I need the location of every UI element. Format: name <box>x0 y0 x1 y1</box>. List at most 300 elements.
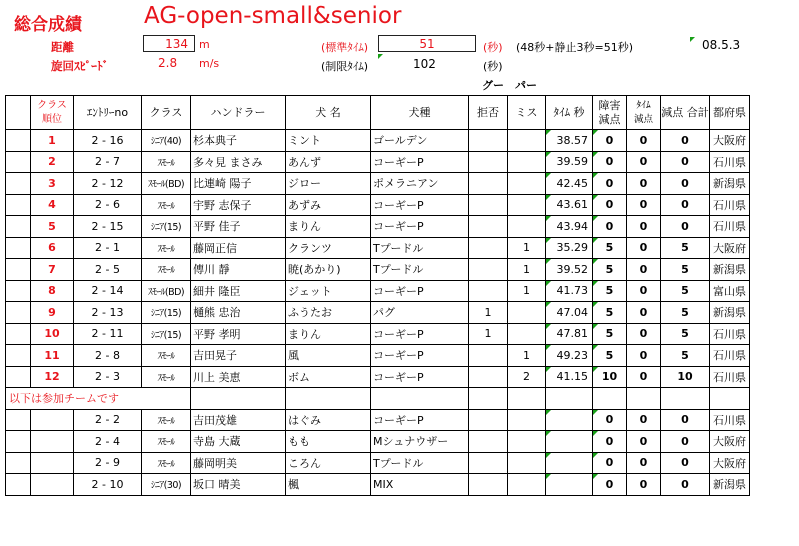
cell-comment-marker <box>546 195 551 200</box>
header-dog-name: 犬 名 <box>286 96 371 130</box>
header-class: クラス <box>142 96 191 130</box>
time-penalty-cell: 0 <box>627 151 661 173</box>
refusal-cell <box>469 151 508 173</box>
obstacle-penalty-cell: 0 <box>593 173 627 195</box>
total-penalty-cell: 5 <box>661 302 710 324</box>
rank-cell: 6 <box>31 237 74 259</box>
row-blank <box>6 302 31 324</box>
header-rank: クラス 順位 <box>31 96 74 130</box>
total-penalty-cell: 10 <box>661 366 710 388</box>
rank-cell: 10 <box>31 323 74 345</box>
prefecture-cell: 新潟県 <box>710 173 750 195</box>
time-penalty-cell: 0 <box>627 323 661 345</box>
row-blank <box>6 345 31 367</box>
cell-comment-marker <box>593 324 598 329</box>
time-cell: 49.23 <box>546 345 593 367</box>
class-cell: ｽﾓｰﾙ <box>142 237 191 259</box>
total-penalty-cell: 0 <box>661 452 710 474</box>
prefecture-cell: 大阪府 <box>710 130 750 152</box>
prefecture-cell: 石川県 <box>710 323 750 345</box>
table-row <box>6 216 750 238</box>
std-time-value: 51 <box>378 35 476 52</box>
dog-name-cell: あんず <box>286 151 371 173</box>
rank-cell: 4 <box>31 194 74 216</box>
breed-cell: Tプードル <box>371 237 469 259</box>
table-row <box>6 409 750 431</box>
header-handler: ハンドラー <box>191 96 286 130</box>
header-entry-no: ｴﾝﾄﾘｰno <box>74 96 142 130</box>
class-cell: ｽﾓｰﾙ(BD) <box>142 280 191 302</box>
handler-cell: 傳川 靜 <box>191 259 286 281</box>
class-cell: ｼﾆｱ(15) <box>142 302 191 324</box>
miss-cell: 1 <box>508 280 546 302</box>
time-penalty-cell: 0 <box>627 216 661 238</box>
time-penalty-cell: 0 <box>627 194 661 216</box>
cell-comment-marker <box>593 453 598 458</box>
entry-cell: 2 - 11 <box>74 323 142 345</box>
participants-note: 以下は参加チームです <box>6 388 191 410</box>
refusal-cell <box>469 345 508 367</box>
rank-cell: 1 <box>31 130 74 152</box>
prefecture-cell: 新潟県 <box>710 474 750 496</box>
group-label: グー パー <box>482 79 537 92</box>
miss-cell <box>508 323 546 345</box>
time-cell: 39.59 <box>546 151 593 173</box>
entry-cell: 2 - 6 <box>74 194 142 216</box>
refusal-cell <box>469 259 508 281</box>
header-total-penalty: 減点 合計 <box>661 96 710 130</box>
row-blank <box>6 474 31 496</box>
rank-cell: 8 <box>31 280 74 302</box>
refusal-cell <box>469 452 508 474</box>
class-cell: ｽﾓｰﾙ <box>142 431 191 453</box>
table-row <box>6 302 750 324</box>
dog-name-cell: もも <box>286 431 371 453</box>
header-blank <box>6 96 31 130</box>
table-row <box>6 259 750 281</box>
entry-cell: 2 - 5 <box>74 259 142 281</box>
obstacle-penalty-cell: 5 <box>593 302 627 324</box>
row-blank <box>6 366 31 388</box>
obstacle-penalty-cell: 5 <box>593 345 627 367</box>
time-cell: 47.81 <box>546 323 593 345</box>
entry-cell: 2 - 14 <box>74 280 142 302</box>
time-cell <box>546 474 593 496</box>
handler-cell: 平野 佳子 <box>191 216 286 238</box>
prefecture-cell: 新潟県 <box>710 302 750 324</box>
entry-cell: 2 - 9 <box>74 452 142 474</box>
row-blank <box>6 431 31 453</box>
obstacle-penalty-cell: 0 <box>593 474 627 496</box>
dog-name-cell: ミント <box>286 130 371 152</box>
distance-value: 134 <box>143 35 195 52</box>
rank-cell: 5 <box>31 216 74 238</box>
entry-cell: 2 - 12 <box>74 173 142 195</box>
cell-comment-marker <box>546 302 551 307</box>
obstacle-penalty-cell: 5 <box>593 280 627 302</box>
cell-comment-marker <box>593 367 598 372</box>
std-time-label: (標準ﾀｲﾑ) <box>321 41 369 54</box>
cell-comment-marker <box>690 37 695 42</box>
prefecture-cell: 石川県 <box>710 194 750 216</box>
class-cell: ｽﾓｰﾙ <box>142 345 191 367</box>
cell-comment-marker <box>546 324 551 329</box>
note-row-cell <box>286 388 371 410</box>
breed-cell: パグ <box>371 302 469 324</box>
breed-cell: コーギーP <box>371 194 469 216</box>
handler-cell: 樋熊 忠治 <box>191 302 286 324</box>
obstacle-penalty-cell: 5 <box>593 323 627 345</box>
miss-cell <box>508 130 546 152</box>
dog-name-cell: あずみ <box>286 194 371 216</box>
total-penalty-cell: 0 <box>661 130 710 152</box>
note-row-cell <box>546 388 593 410</box>
handler-cell: 杉本典子 <box>191 130 286 152</box>
prefecture-cell: 大阪府 <box>710 237 750 259</box>
breed-cell: コーギーP <box>371 345 469 367</box>
cell-comment-marker <box>546 130 551 135</box>
table-row <box>6 194 750 216</box>
distance-label: 距離 <box>51 40 74 54</box>
miss-cell <box>508 474 546 496</box>
breed-cell: コーギーP <box>371 409 469 431</box>
time-penalty-cell: 0 <box>627 259 661 281</box>
table-row <box>6 237 750 259</box>
obstacle-penalty-cell: 0 <box>593 216 627 238</box>
entry-cell: 2 - 8 <box>74 345 142 367</box>
row-blank <box>6 216 31 238</box>
cell-comment-marker <box>593 130 598 135</box>
miss-cell <box>508 173 546 195</box>
obstacle-penalty-cell: 5 <box>593 237 627 259</box>
handler-cell: 吉田晃子 <box>191 345 286 367</box>
prefecture-cell: 石川県 <box>710 409 750 431</box>
page-title: 総合成績 <box>14 15 82 35</box>
std-time-unit: (秒) <box>483 41 503 54</box>
miss-cell: 1 <box>508 259 546 281</box>
breed-cell: Mシュナウザー <box>371 431 469 453</box>
entry-cell: 2 - 7 <box>74 151 142 173</box>
miss-cell <box>508 431 546 453</box>
refusal-cell: 1 <box>469 323 508 345</box>
handler-cell: 平野 孝明 <box>191 323 286 345</box>
time-penalty-cell: 0 <box>627 366 661 388</box>
cell-comment-marker <box>593 345 598 350</box>
time-cell: 43.94 <box>546 216 593 238</box>
total-penalty-cell: 0 <box>661 431 710 453</box>
total-penalty-cell: 0 <box>661 409 710 431</box>
cell-comment-marker <box>546 345 551 350</box>
time-penalty-cell: 0 <box>627 409 661 431</box>
cell-comment-marker <box>593 216 598 221</box>
speed-unit: m/s <box>199 57 220 70</box>
table-row <box>6 431 750 453</box>
class-cell: ｽﾓｰﾙ <box>142 452 191 474</box>
time-cell: 42.45 <box>546 173 593 195</box>
time-cell: 41.15 <box>546 366 593 388</box>
table-row <box>6 474 750 496</box>
dog-name-cell: クランツ <box>286 237 371 259</box>
breed-cell: ポメラニアン <box>371 173 469 195</box>
table-row <box>6 452 750 474</box>
limit-time-label: (制限ﾀｲﾑ) <box>321 60 369 73</box>
row-blank <box>6 259 31 281</box>
cell-comment-marker <box>546 259 551 264</box>
note-row-cell <box>627 388 661 410</box>
cell-comment-marker <box>546 173 551 178</box>
dog-name-cell: はぐみ <box>286 409 371 431</box>
time-penalty-cell: 0 <box>627 345 661 367</box>
class-cell: ｽﾓｰﾙ <box>142 409 191 431</box>
class-cell: ｽﾓｰﾙ <box>142 259 191 281</box>
cell-comment-marker <box>546 474 551 479</box>
miss-cell <box>508 409 546 431</box>
total-penalty-cell: 5 <box>661 237 710 259</box>
cell-comment-marker <box>593 410 598 415</box>
handler-cell: 川上 美恵 <box>191 366 286 388</box>
note-row-cell <box>371 388 469 410</box>
dog-name-cell: 風 <box>286 345 371 367</box>
note-row-cell <box>508 388 546 410</box>
prefecture-cell: 石川県 <box>710 151 750 173</box>
handler-cell: 坂口 晴美 <box>191 474 286 496</box>
row-blank <box>6 323 31 345</box>
rank-cell <box>31 474 74 496</box>
table-row <box>6 151 750 173</box>
note-row-cell <box>661 388 710 410</box>
row-blank <box>6 409 31 431</box>
obstacle-penalty-cell: 5 <box>593 259 627 281</box>
prefecture-cell: 石川県 <box>710 366 750 388</box>
miss-cell <box>508 216 546 238</box>
refusal-cell <box>469 216 508 238</box>
dog-name-cell: ふうたお <box>286 302 371 324</box>
handler-cell: 藤岡明美 <box>191 452 286 474</box>
std-time-note: (48秒+静止3秒=51秒) <box>516 41 634 54</box>
time-cell <box>546 452 593 474</box>
refusal-cell <box>469 194 508 216</box>
prefecture-cell: 大阪府 <box>710 431 750 453</box>
rank-cell: 9 <box>31 302 74 324</box>
prefecture-cell: 富山県 <box>710 280 750 302</box>
cell-comment-marker <box>546 453 551 458</box>
header-obstacle-penalty: 障害 減点 <box>593 96 627 130</box>
time-cell: 41.73 <box>546 280 593 302</box>
obstacle-penalty-cell: 0 <box>593 431 627 453</box>
entry-cell: 2 - 3 <box>74 366 142 388</box>
cell-comment-marker <box>546 281 551 286</box>
prefecture-cell: 石川県 <box>710 345 750 367</box>
obstacle-penalty-cell: 0 <box>593 130 627 152</box>
obstacle-penalty-cell: 10 <box>593 366 627 388</box>
header-breed: 犬種 <box>371 96 469 130</box>
cell-comment-marker <box>546 431 551 436</box>
total-penalty-cell: 0 <box>661 151 710 173</box>
handler-cell: 藤岡正信 <box>191 237 286 259</box>
miss-cell <box>508 194 546 216</box>
header-miss: ミス <box>508 96 546 130</box>
entry-cell: 2 - 15 <box>74 216 142 238</box>
breed-cell: ゴールデン <box>371 130 469 152</box>
row-blank <box>6 130 31 152</box>
refusal-cell <box>469 130 508 152</box>
entry-cell: 2 - 4 <box>74 431 142 453</box>
breed-cell: コーギーP <box>371 323 469 345</box>
speed-label: 旋回ｽﾋﾟｰﾄﾞ <box>51 59 109 73</box>
handler-cell: 宇野 志保子 <box>191 194 286 216</box>
time-penalty-cell: 0 <box>627 280 661 302</box>
class-cell: ｽﾓｰﾙ(BD) <box>142 173 191 195</box>
refusal-cell <box>469 280 508 302</box>
rank-cell <box>31 431 74 453</box>
note-row-cell <box>469 388 508 410</box>
total-penalty-cell: 0 <box>661 194 710 216</box>
row-blank <box>6 280 31 302</box>
results-table <box>5 95 750 496</box>
breed-cell: MIX <box>371 474 469 496</box>
time-penalty-cell: 0 <box>627 431 661 453</box>
prefecture-cell: 新潟県 <box>710 259 750 281</box>
obstacle-penalty-cell: 0 <box>593 194 627 216</box>
handler-cell: 多々見 まさみ <box>191 151 286 173</box>
total-penalty-cell: 0 <box>661 216 710 238</box>
row-blank <box>6 173 31 195</box>
cell-comment-marker <box>546 152 551 157</box>
class-cell: ｼﾆｱ(30) <box>142 474 191 496</box>
table-row <box>6 173 750 195</box>
miss-cell <box>508 151 546 173</box>
cell-comment-marker <box>593 173 598 178</box>
table-row <box>6 280 750 302</box>
cell-comment-marker <box>546 238 551 243</box>
refusal-cell <box>469 431 508 453</box>
refusal-cell: 1 <box>469 302 508 324</box>
rank-cell: 3 <box>31 173 74 195</box>
entry-cell: 2 - 1 <box>74 237 142 259</box>
entry-cell: 2 - 16 <box>74 130 142 152</box>
header-refusal: 拒否 <box>469 96 508 130</box>
table-row <box>6 345 750 367</box>
class-cell: ｽﾓｰﾙ <box>142 366 191 388</box>
rank-cell <box>31 409 74 431</box>
refusal-cell <box>469 474 508 496</box>
table-row <box>6 366 750 388</box>
time-cell: 39.52 <box>546 259 593 281</box>
cell-comment-marker <box>546 410 551 415</box>
class-cell: ｼﾆｱ(15) <box>142 323 191 345</box>
note-row <box>6 388 750 410</box>
dog-name-cell: ころん <box>286 452 371 474</box>
header-prefecture: 都府県 <box>710 96 750 130</box>
breed-cell: コーギーP <box>371 280 469 302</box>
refusal-cell <box>469 366 508 388</box>
dog-name-cell: ジェット <box>286 280 371 302</box>
refusal-cell <box>469 173 508 195</box>
time-penalty-cell: 0 <box>627 130 661 152</box>
note-row-cell <box>593 388 627 410</box>
dog-name-cell: 楓 <box>286 474 371 496</box>
total-penalty-cell: 5 <box>661 345 710 367</box>
breed-cell: コーギーP <box>371 366 469 388</box>
rank-cell: 11 <box>31 345 74 367</box>
speed-value: 2.8 <box>158 56 178 70</box>
cell-comment-marker <box>378 54 383 59</box>
note-row-cell <box>191 388 286 410</box>
limit-time-unit: (秒) <box>483 60 503 73</box>
table-row <box>6 323 750 345</box>
miss-cell <box>508 302 546 324</box>
header-time-penalty: ﾀｲﾑ 減点 <box>627 96 661 130</box>
handler-cell: 寺島 大蔵 <box>191 431 286 453</box>
rank-cell: 2 <box>31 151 74 173</box>
time-cell <box>546 431 593 453</box>
event-title: AG-open-small&senior <box>144 3 402 29</box>
total-penalty-cell: 5 <box>661 280 710 302</box>
date: 08.5.3 <box>702 38 741 52</box>
refusal-cell <box>469 409 508 431</box>
time-cell: 43.61 <box>546 194 593 216</box>
breed-cell: コーギーP <box>371 216 469 238</box>
time-cell: 35.29 <box>546 237 593 259</box>
handler-cell: 比連崎 陽子 <box>191 173 286 195</box>
class-cell: ｼﾆｱ(15) <box>142 216 191 238</box>
entry-cell: 2 - 13 <box>74 302 142 324</box>
row-blank <box>6 194 31 216</box>
entry-cell: 2 - 2 <box>74 409 142 431</box>
row-blank <box>6 151 31 173</box>
time-penalty-cell: 0 <box>627 173 661 195</box>
cell-comment-marker <box>593 238 598 243</box>
distance-unit: m <box>199 38 210 51</box>
header-time: ﾀｲﾑ 秒 <box>546 96 593 130</box>
note-row-cell <box>710 388 750 410</box>
prefecture-cell: 石川県 <box>710 216 750 238</box>
obstacle-penalty-cell: 0 <box>593 151 627 173</box>
refusal-cell <box>469 237 508 259</box>
breed-cell: Tプードル <box>371 259 469 281</box>
cell-comment-marker <box>593 195 598 200</box>
miss-cell: 1 <box>508 345 546 367</box>
handler-cell: 細井 隆臣 <box>191 280 286 302</box>
dog-name-cell: まりん <box>286 216 371 238</box>
row-blank <box>6 237 31 259</box>
cell-comment-marker <box>593 259 598 264</box>
cell-comment-marker <box>593 302 598 307</box>
time-cell <box>546 409 593 431</box>
time-penalty-cell: 0 <box>627 474 661 496</box>
miss-cell <box>508 452 546 474</box>
time-penalty-cell: 0 <box>627 452 661 474</box>
cell-comment-marker <box>593 431 598 436</box>
dog-name-cell: 暁(あかり) <box>286 259 371 281</box>
table-row <box>6 130 750 152</box>
cell-comment-marker <box>593 281 598 286</box>
rank-cell <box>31 452 74 474</box>
time-penalty-cell: 0 <box>627 237 661 259</box>
dog-name-cell: まりん <box>286 323 371 345</box>
total-penalty-cell: 5 <box>661 323 710 345</box>
rank-cell: 7 <box>31 259 74 281</box>
class-cell: ｼﾆｱ(40) <box>142 130 191 152</box>
obstacle-penalty-cell: 0 <box>593 409 627 431</box>
total-penalty-cell: 0 <box>661 173 710 195</box>
entry-cell: 2 - 10 <box>74 474 142 496</box>
time-penalty-cell: 0 <box>627 302 661 324</box>
row-blank <box>6 452 31 474</box>
rank-cell: 12 <box>31 366 74 388</box>
breed-cell: コーギーP <box>371 151 469 173</box>
total-penalty-cell: 5 <box>661 259 710 281</box>
